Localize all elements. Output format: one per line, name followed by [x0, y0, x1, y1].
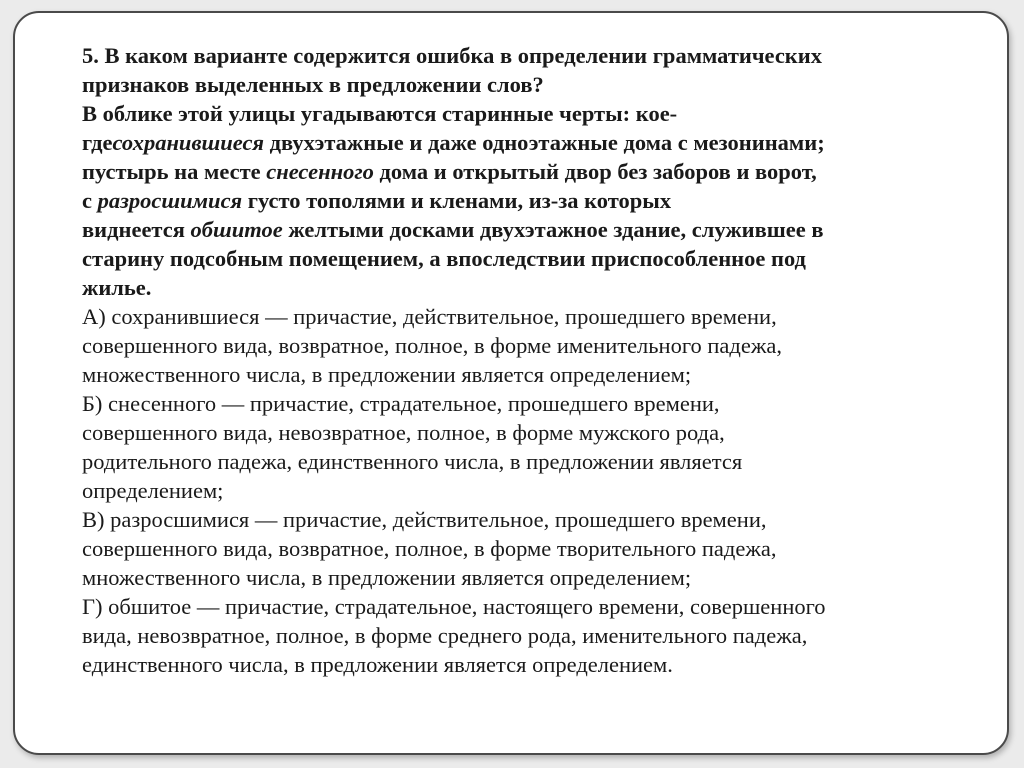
question-text-segment: дома и открытый двор без заборов и ворот, [373, 159, 817, 184]
question-line [82, 128, 952, 157]
question-text-segment: желтыми досками двухэтажное здание, служившее в [282, 217, 824, 242]
answer-line: совершенного вида, возвратное, полное, в форме творительного падежа, [82, 536, 777, 561]
slide-frame [13, 11, 1009, 755]
answer-option-g [82, 592, 952, 679]
question-line [82, 41, 952, 70]
question-text-segment: пустырь на месте [82, 159, 267, 184]
answer-option-a [82, 302, 952, 389]
question-text-segment: В облике этой улицы угадываются старинные черты: кое- [82, 101, 678, 126]
highlighted-word: разросшимися [97, 188, 243, 213]
answer-line: единственного числа, в предложении является определением. [82, 652, 673, 677]
answer-option-v [82, 505, 952, 592]
highlighted-word: сохранившиеся [112, 130, 265, 155]
highlighted-word: снесенного [266, 159, 374, 184]
answer-line: родительного падежа, единственного числа, в предложении является [82, 449, 743, 474]
question-line [82, 157, 952, 186]
question-line [82, 215, 952, 244]
answer-line: А) сохранившиеся — причастие, действительное, прошедшего времени, [82, 304, 777, 329]
highlighted-word: обшитое [190, 217, 283, 242]
answer-line: совершенного вида, невозвратное, полное, в форме мужского рода, [82, 420, 725, 445]
question-line [82, 244, 952, 273]
question-text-segment: старину подсобным помещением, а впоследствии приспособленное под [82, 246, 806, 271]
question-text-segment: густо тополями и кленами, из-за которых [242, 188, 672, 213]
question-text-segment: с [82, 188, 98, 213]
question-line [82, 99, 952, 128]
answer-line: Б) снесенного — причастие, страдательное, прошедшего времени, [82, 391, 720, 416]
answer-line: вида, невозвратное, полное, в форме среднего рода, именительного падежа, [82, 623, 808, 648]
question-text-segment: где [82, 130, 113, 155]
answer-line: множественного числа, в предложении является определением; [82, 565, 692, 590]
question-line [82, 186, 952, 215]
question-line [82, 273, 952, 302]
answer-line: В) разросшимися — причастие, действительное, прошедшего времени, [82, 507, 767, 532]
question-text-segment: 5. В каком варианте содержится ошибка в определении грамматических [82, 43, 822, 68]
question-text-segment: виднеется [82, 217, 191, 242]
answer-option-b [82, 389, 952, 505]
question-text [82, 41, 952, 302]
question-text-segment: жилье. [82, 275, 152, 300]
answer-options [82, 302, 952, 679]
question-text-segment: признаков выделенных в предложении слов? [82, 72, 544, 97]
slide-content [82, 41, 952, 679]
answer-line: Г) обшитое — причастие, страдательное, настоящего времени, совершенного [82, 594, 826, 619]
question-line [82, 70, 952, 99]
answer-line: множественного числа, в предложении является определением; [82, 362, 692, 387]
answer-line: определением; [82, 478, 224, 503]
question-text-segment: двухэтажные и даже одноэтажные дома с мезонинами; [264, 130, 825, 155]
answer-line: совершенного вида, возвратное, полное, в форме именительного падежа, [82, 333, 782, 358]
